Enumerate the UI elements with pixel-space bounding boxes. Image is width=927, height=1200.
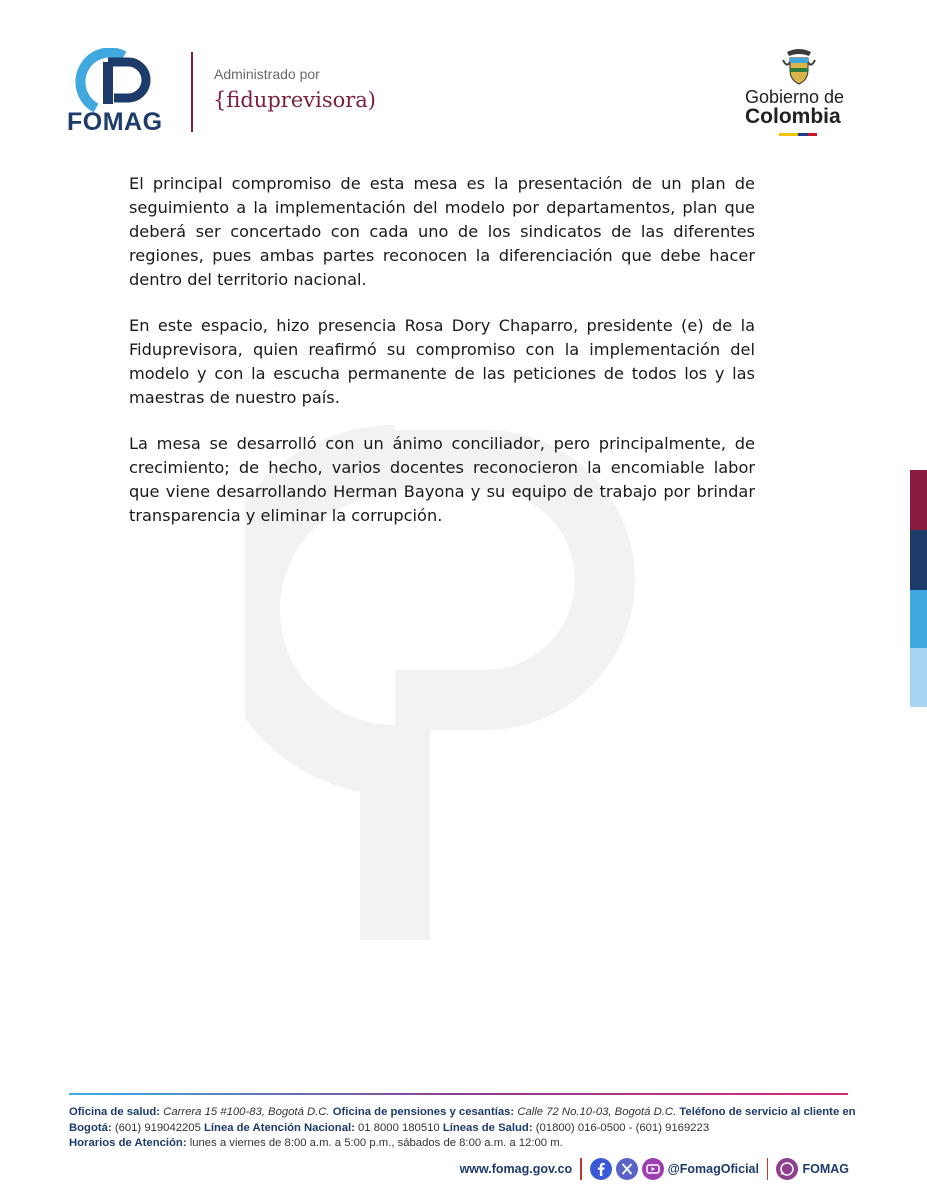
national-line-value: 01 8000 180510 [358, 1121, 440, 1134]
whatsapp-label[interactable]: FOMAG [802, 1162, 849, 1176]
side-bar-segment [910, 470, 927, 530]
health-office-value: Carrera 15 #100-83, Bogotá D.C. [163, 1106, 330, 1118]
government-line-2: Colombia [745, 105, 841, 128]
fiduprevisora-logo: {fiduprevisora) [213, 88, 376, 112]
hours-value: lunes a viernes de 8:00 a.m. a 5:00 p.m., sábados de 8:00 a.m. a 12:00 m. [189, 1137, 563, 1149]
footer-separator [767, 1158, 769, 1180]
paragraph: La mesa se desarrolló con un ánimo conciliador, pero principalmente, de crecimiento; de hecho, varios docentes reconocieron la encomiable labor que viene desarrollando Herman Bayona y su equipo de trabajo por brindar transparencia y eliminar la corrupción. [129, 434, 755, 525]
side-bar-segment [910, 590, 927, 648]
website-link[interactable]: www.fomag.gov.co [459, 1162, 573, 1176]
hours-label: Horarios de Atención: [69, 1137, 187, 1149]
pension-office-value: Calle 72 No.10-03, Bogotá D.C. [517, 1106, 677, 1118]
colombia-crest-icon [779, 46, 819, 86]
social-handle[interactable]: @FomagOficial [667, 1162, 759, 1176]
footer-contact-info [69, 1105, 859, 1152]
footer-separator [580, 1158, 582, 1180]
side-color-bar [910, 470, 927, 707]
health-lines-label: Líneas de Salud: [442, 1121, 533, 1134]
whatsapp-icon[interactable] [776, 1158, 798, 1180]
side-bar-segment [910, 648, 927, 707]
phone-label: Teléfono de servicio al cliente en Bogotá: [69, 1106, 856, 1134]
paragraph: El principal compromiso de esta mesa es la presentación de un plan de seguimiento a la implementación del modelo por departamentos, plan que deberá ser concertado con cada uno de los sindicatos de las diferentes regiones, pues ambas partes reconocen la diferenciación que debe hacer dentro del territorio nacional. [129, 174, 755, 289]
government-line-1: Gobierno de [745, 87, 845, 107]
footer-links [460, 1157, 849, 1181]
pension-office-label: Oficina de pensiones y cesantías: [332, 1106, 515, 1118]
paragraph: En este espacio, hizo presencia Rosa Dory Chaparro, presidente (e) de la Fiduprevisora, quien reafirmó su compromiso con la implementación del modelo y con la escucha permanente de las peticiones de todos los y las maestras de nuestro país. [129, 316, 755, 407]
health-lines-value: (01800) 016-0500 - (601) 9169223 [535, 1121, 710, 1134]
phone-value: (601) 919042205 [114, 1121, 201, 1134]
administered-label: Administrado por [214, 66, 320, 82]
document-body [129, 172, 755, 550]
colombia-flag-stripe [779, 133, 817, 136]
health-office-label: Oficina de salud: [69, 1106, 161, 1118]
brand-name: FOMAG [67, 108, 163, 136]
footer-divider [69, 1093, 848, 1095]
x-icon[interactable] [616, 1158, 638, 1180]
side-bar-segment [910, 530, 927, 590]
header-divider [191, 52, 193, 132]
facebook-icon[interactable] [590, 1158, 612, 1180]
youtube-icon[interactable] [642, 1158, 664, 1180]
national-line-label: Línea de Atención Nacional: [204, 1121, 355, 1134]
